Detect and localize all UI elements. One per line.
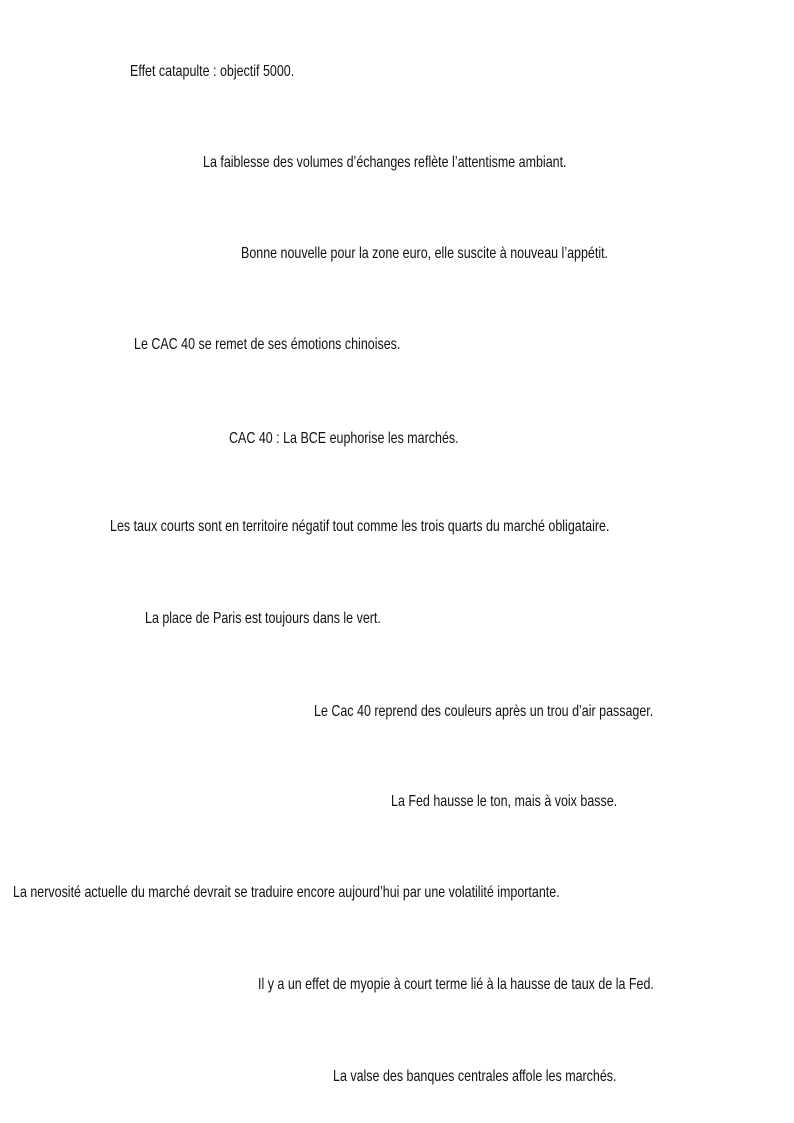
headline-line: La faiblesse des volumes d’échanges reflète l’attentisme ambiant. (203, 154, 567, 171)
headline-line: Le CAC 40 se remet de ses émotions chinoises. (134, 336, 401, 353)
headline-line: La nervosité actuelle du marché devrait se traduire encore aujourd’hui par une volatilité importante. (13, 884, 560, 901)
headline-line: CAC 40 : La BCE euphorise les marchés. (229, 430, 459, 447)
headline-line: Il y a un effet de myopie à court terme lié à la hausse de taux de la Fed. (258, 976, 654, 993)
headline-line: Bonne nouvelle pour la zone euro, elle suscite à nouveau l’appétit. (241, 245, 609, 262)
headline-line: Les taux courts sont en territoire négatif tout comme les trois quarts du marché obligataire. (110, 518, 610, 535)
headline-line: La valse des banques centrales affole les marchés. (333, 1068, 617, 1085)
headline-line: Effet catapulte : objectif 5000. (130, 63, 295, 80)
headline-line: La Fed hausse le ton, mais à voix basse. (391, 793, 618, 810)
headline-line: Le Cac 40 reprend des couleurs après un trou d’air passager. (314, 703, 654, 720)
headline-line: La place de Paris est toujours dans le vert. (145, 610, 381, 627)
